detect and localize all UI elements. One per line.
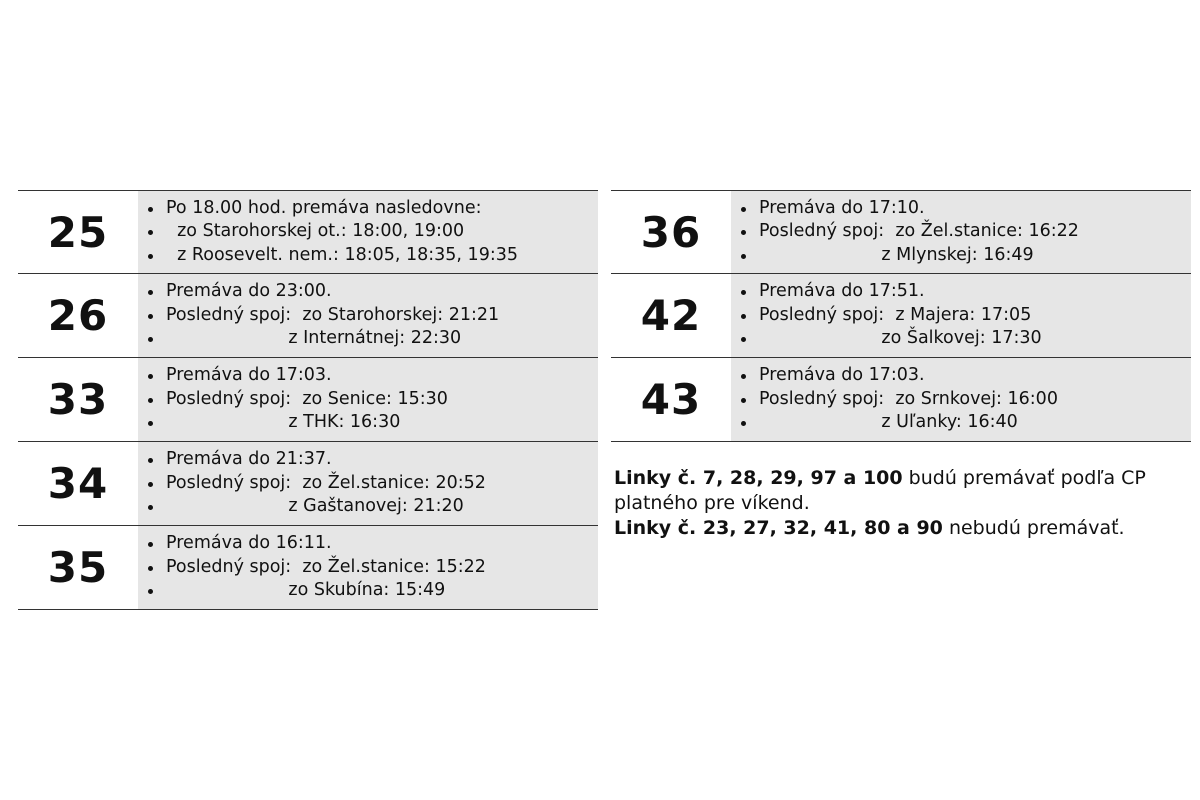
detail-item: Posledný spoj: zo Srnkovej: 16:00 bbox=[739, 388, 1191, 412]
detail-item: Premáva do 17:03. bbox=[739, 364, 1191, 388]
service-note bbox=[614, 466, 1194, 541]
detail-item: zo Skubína: 15:49 bbox=[146, 579, 598, 603]
detail-item: Posledný spoj: zo Žel.stanice: 15:22 bbox=[146, 556, 598, 580]
line-number: 35 bbox=[18, 526, 138, 610]
detail-item: Posledný spoj: zo Starohorskej: 21:21 bbox=[146, 304, 598, 328]
note-lines-cancelled: Linky č. 23, 27, 32, 41, 80 a 90 bbox=[614, 517, 943, 539]
detail-item: Premáva do 23:00. bbox=[146, 280, 598, 304]
line-details bbox=[138, 358, 598, 442]
schedule-table-right bbox=[611, 190, 1191, 442]
detail-item: Premáva do 17:10. bbox=[739, 197, 1191, 221]
schedule-row-34 bbox=[18, 442, 598, 526]
schedule-row-43 bbox=[611, 358, 1191, 442]
detail-item: z Uľanky: 16:40 bbox=[739, 411, 1191, 435]
detail-item: Premáva do 17:03. bbox=[146, 364, 598, 388]
line-number: 36 bbox=[611, 191, 731, 274]
line-details bbox=[731, 358, 1191, 442]
line-number: 43 bbox=[611, 358, 731, 442]
line-details bbox=[138, 191, 598, 274]
detail-item: zo Starohorskej ot.: 18:00, 19:00 bbox=[146, 220, 598, 244]
note-paragraph-cancelled bbox=[614, 516, 1194, 541]
line-number: 42 bbox=[611, 274, 731, 358]
detail-item: Posledný spoj: zo Žel.stanice: 16:22 bbox=[739, 220, 1191, 244]
note-lines-weekend: Linky č. 7, 28, 29, 97 a 100 bbox=[614, 467, 903, 489]
detail-item: z Internátnej: 22:30 bbox=[146, 327, 598, 351]
schedule-row-25 bbox=[18, 191, 598, 274]
schedule-row-42 bbox=[611, 274, 1191, 358]
detail-item: Premáva do 21:37. bbox=[146, 448, 598, 472]
line-number: 25 bbox=[18, 191, 138, 274]
schedule-row-36 bbox=[611, 191, 1191, 274]
line-details bbox=[731, 274, 1191, 358]
line-number: 33 bbox=[18, 358, 138, 442]
note-paragraph-weekend bbox=[614, 466, 1194, 516]
detail-item: Posledný spoj: zo Žel.stanice: 20:52 bbox=[146, 472, 598, 496]
detail-item: z Gaštanovej: 21:20 bbox=[146, 495, 598, 519]
note-text-weekend: budú premávať podľa CP platného pre víkend. bbox=[614, 467, 1146, 514]
schedule-row-26 bbox=[18, 274, 598, 358]
detail-item: Premáva do 17:51. bbox=[739, 280, 1191, 304]
detail-item: z Mlynskej: 16:49 bbox=[739, 244, 1191, 268]
line-details bbox=[138, 526, 598, 610]
detail-item: z Roosevelt. nem.: 18:05, 18:35, 19:35 bbox=[146, 244, 598, 268]
line-details bbox=[731, 191, 1191, 274]
line-details bbox=[138, 274, 598, 358]
detail-item: Po 18.00 hod. premáva nasledovne: bbox=[146, 197, 598, 221]
schedule-row-33 bbox=[18, 358, 598, 442]
detail-item: z THK: 16:30 bbox=[146, 411, 598, 435]
schedule-table-left bbox=[18, 190, 598, 610]
note-text-cancelled: nebudú premávať. bbox=[942, 517, 1125, 539]
detail-item: Premáva do 16:11. bbox=[146, 532, 598, 556]
detail-item: Posledný spoj: z Majera: 17:05 bbox=[739, 304, 1191, 328]
detail-item: zo Šalkovej: 17:30 bbox=[739, 327, 1191, 351]
detail-item: Posledný spoj: zo Senice: 15:30 bbox=[146, 388, 598, 412]
line-number: 26 bbox=[18, 274, 138, 358]
line-details bbox=[138, 442, 598, 526]
line-number: 34 bbox=[18, 442, 138, 526]
schedule-row-35 bbox=[18, 526, 598, 610]
